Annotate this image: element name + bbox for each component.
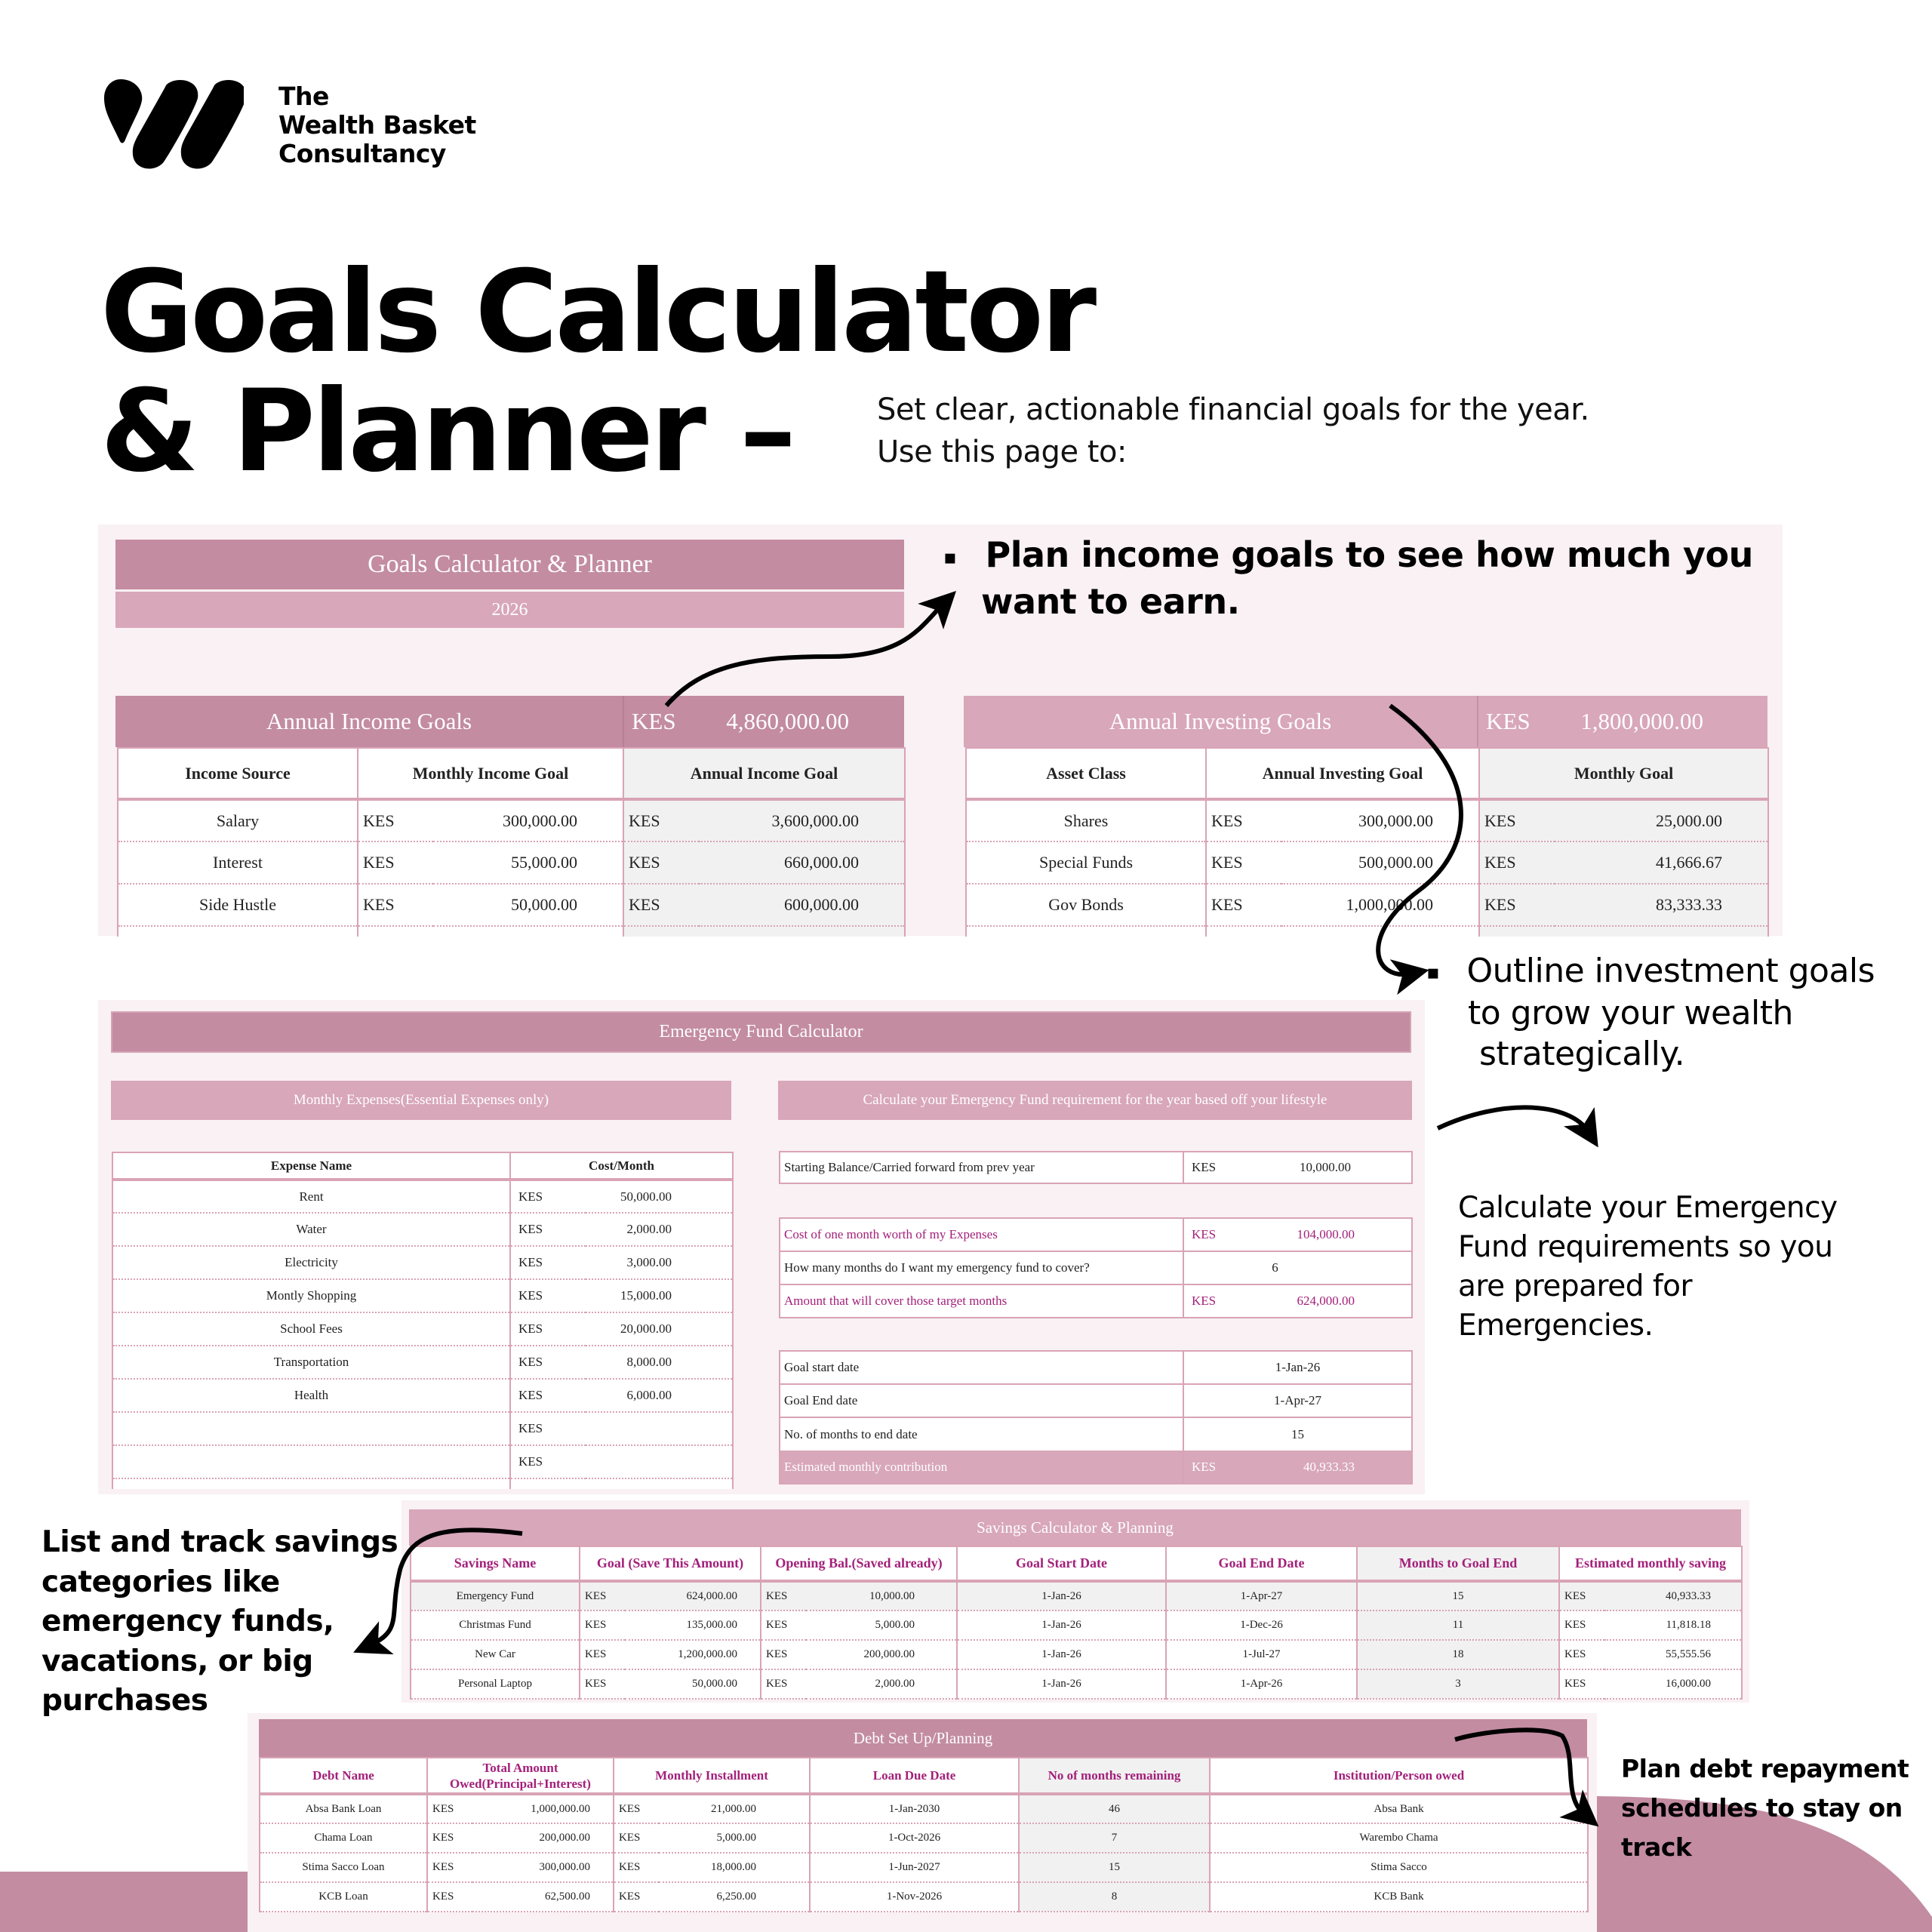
monthly-contribution-label: Estimated monthly contribution	[780, 1451, 1183, 1484]
goal-end-date[interactable]: 1-Apr-26	[1166, 1669, 1357, 1699]
column-header: Annual Income Goal	[623, 748, 905, 799]
monthly-income[interactable]: 50,000.00	[433, 884, 623, 926]
opening-balance[interactable]: 2,000.00	[806, 1669, 957, 1699]
goal-start-date[interactable]: 1-Jan-26	[957, 1611, 1166, 1640]
currency: KES	[510, 1246, 586, 1279]
currency: KES	[510, 1279, 586, 1312]
goal-start-date[interactable]: 1-Jan-26	[957, 1669, 1166, 1699]
annotation-line: are prepared for	[1458, 1269, 1692, 1303]
savings-name[interactable]: New Car	[411, 1640, 580, 1669]
currency: KES	[1479, 799, 1555, 841]
debt-name[interactable]: KCB Loan	[260, 1882, 427, 1912]
months-remaining: 8	[1019, 1882, 1210, 1912]
annotation-line: Fund requirements so you	[1458, 1230, 1833, 1264]
months-remaining: 7	[1019, 1823, 1210, 1853]
column-header: Annual Investing Goal	[1206, 748, 1479, 799]
brand-name-line: The	[278, 82, 329, 111]
income-source[interactable]: Salary	[118, 799, 358, 841]
column-header: Asset Class	[966, 748, 1206, 799]
institution[interactable]: KCB Bank	[1210, 1882, 1588, 1912]
institution[interactable]: Warembo Chama	[1210, 1823, 1588, 1853]
column-header: No of months remaining	[1019, 1758, 1210, 1794]
currency: KES	[623, 799, 699, 841]
annotation-line: List and track savings	[42, 1525, 398, 1559]
total-owed[interactable]: 300,000.00	[472, 1853, 614, 1882]
months-to-goal: 3	[1357, 1669, 1559, 1699]
income-total-currency: KES	[623, 696, 698, 747]
sheet-title: Goals Calculator & Planner	[368, 550, 652, 578]
loan-due-date[interactable]: 1-Jan-2030	[810, 1794, 1019, 1823]
savings-name[interactable]: Personal Laptop	[411, 1669, 580, 1699]
expense-cost[interactable]: 2,000.00	[586, 1213, 733, 1246]
expense-cost[interactable]: 50,000.00	[586, 1180, 733, 1213]
expense-name[interactable]: Montly Shopping	[112, 1279, 510, 1312]
target-amount-label: Amount that will cover those target months	[780, 1284, 1183, 1318]
currency: KES	[1183, 1451, 1251, 1484]
savings-goal[interactable]: 624,000.00	[625, 1581, 761, 1611]
annotation-line: schedules to stay on	[1621, 1793, 1903, 1823]
annotation-line: track	[1621, 1832, 1692, 1862]
brand-name-line: Consultancy	[278, 139, 446, 168]
opening-balance[interactable]: 10,000.00	[806, 1581, 957, 1611]
intro-line2: Use this page to:	[877, 435, 1127, 469]
start-date-input[interactable]: 1-Jan-26	[1183, 1351, 1412, 1384]
currency: KES	[510, 1213, 586, 1246]
total-owed[interactable]: 1,000,000.00	[472, 1794, 614, 1823]
column-header: Debt Name	[260, 1758, 427, 1794]
annotation-line: emergency funds,	[42, 1604, 334, 1638]
income-total-value: 4,860,000.00	[726, 708, 849, 734]
monthly-saving: 11,818.18	[1604, 1611, 1742, 1640]
currency: KES	[427, 1882, 472, 1912]
annotation-line: Calculate your Emergency	[1458, 1191, 1838, 1225]
monthly-saving: 40,933.33	[1604, 1581, 1742, 1611]
expense-name[interactable]: Water	[112, 1213, 510, 1246]
income-goals-title: Annual Income Goals	[266, 708, 472, 734]
calc-title: Calculate your Emergency Fund requirement for the year based off your lifestyle	[863, 1092, 1327, 1108]
currency: KES	[614, 1853, 659, 1882]
currency: KES	[358, 799, 433, 841]
currency: KES	[510, 1379, 586, 1412]
investing-total-value: 1,800,000.00	[1580, 708, 1703, 734]
savings-goal[interactable]: 135,000.00	[625, 1611, 761, 1640]
expense-name[interactable]: School Fees	[112, 1312, 510, 1346]
income-source[interactable]: Side Hustle	[118, 884, 358, 926]
currency: KES	[761, 1669, 806, 1699]
column-header: Goal (Save This Amount)	[580, 1546, 761, 1581]
goal-end-date[interactable]: 1-Apr-27	[1166, 1581, 1357, 1611]
months-to-goal: 11	[1357, 1611, 1559, 1640]
column-header: Monthly Installment	[614, 1758, 810, 1794]
annotation-line: Emergencies.	[1458, 1309, 1654, 1343]
expense-cost[interactable]: 3,000.00	[586, 1246, 733, 1279]
debt-name[interactable]: Absa Bank Loan	[260, 1794, 427, 1823]
currency: KES	[580, 1581, 625, 1611]
currency: KES	[1559, 1611, 1604, 1640]
currency: KES	[510, 1412, 586, 1445]
monthly-installment[interactable]: 5,000.00	[659, 1823, 810, 1853]
currency: KES	[1206, 884, 1281, 926]
goal-start-date[interactable]: 1-Jan-26	[957, 1640, 1166, 1669]
monthly-cost-value: 104,000.00	[1251, 1218, 1412, 1251]
months-cover-input[interactable]: 6	[1183, 1251, 1412, 1284]
annotation-line: categories like	[42, 1564, 280, 1599]
monthly-investing: 25,000.00	[1555, 799, 1768, 841]
monthly-saving: 16,000.00	[1604, 1669, 1742, 1699]
annual-investing[interactable]: 1,000,000.00	[1281, 884, 1479, 926]
expense-cost[interactable]: 6,000.00	[586, 1379, 733, 1412]
starting-balance-label: Starting Balance/Carried forward from prev year	[780, 1152, 1183, 1183]
asset-class[interactable]: Gov Bonds	[966, 884, 1206, 926]
total-owed[interactable]: 200,000.00	[472, 1823, 614, 1853]
currency: KES	[427, 1853, 472, 1882]
currency: KES	[623, 841, 699, 884]
monthly-installment[interactable]: 18,000.00	[659, 1853, 810, 1882]
currency: KES	[1183, 1284, 1251, 1318]
investing-total-currency: KES	[1477, 696, 1552, 747]
annotation-line: Plan debt repayment	[1621, 1754, 1909, 1783]
currency: KES	[623, 884, 699, 926]
currency: KES	[761, 1640, 806, 1669]
column-header: Total Amount Owed(Principal+Interest)	[427, 1758, 614, 1794]
debt-name[interactable]: Stima Sacco Loan	[260, 1853, 427, 1882]
currency: KES	[614, 1882, 659, 1912]
expenses-title: Monthly Expenses(Essential Expenses only)	[293, 1092, 549, 1108]
expense-name[interactable]: Rent	[112, 1180, 510, 1213]
months-remaining: 46	[1019, 1794, 1210, 1823]
months-cover-label: How many months do I want my emergency fund to cover?	[780, 1251, 1183, 1284]
months-to-goal: 18	[1357, 1640, 1559, 1669]
monthly-saving: 55,555.56	[1604, 1640, 1742, 1669]
total-owed[interactable]: 62,500.00	[472, 1882, 614, 1912]
column-header: Cost/Month	[510, 1152, 733, 1180]
annual-income: 600,000.00	[699, 884, 905, 926]
currency: KES	[1183, 1152, 1251, 1183]
monthly-income[interactable]: 55,000.00	[433, 841, 623, 884]
debt-name[interactable]: Chama Loan	[260, 1823, 427, 1853]
currency: KES	[1479, 884, 1555, 926]
monthly-investing: 41,666.67	[1555, 841, 1768, 884]
column-header: Opening Bal.(Saved already)	[761, 1546, 957, 1581]
debt-title: Debt Set Up/Planning	[853, 1728, 993, 1747]
currency: KES	[580, 1669, 625, 1699]
expense-cost[interactable]: 8,000.00	[586, 1346, 733, 1379]
sheet-year: 2026	[491, 599, 528, 620]
monthly-installment[interactable]: 21,000.00	[659, 1794, 810, 1823]
currency: KES	[358, 884, 433, 926]
currency: KES	[358, 841, 433, 884]
monthly-investing: 83,333.33	[1555, 884, 1768, 926]
currency: KES	[1559, 1581, 1604, 1611]
savings-name[interactable]: Christmas Fund	[411, 1611, 580, 1640]
column-header: Institution/Person owed	[1210, 1758, 1588, 1794]
brand-name-line: Wealth Basket	[278, 110, 476, 140]
opening-balance[interactable]: 200,000.00	[806, 1640, 957, 1669]
end-date-label: Goal End date	[780, 1384, 1183, 1417]
annual-investing[interactable]: 300,000.00	[1281, 799, 1479, 841]
currency: KES	[510, 1445, 586, 1478]
intro-line1: Set clear, actionable financial goals for the year.	[877, 392, 1589, 427]
income-source[interactable]: Interest	[118, 841, 358, 884]
column-header: Monthly Income Goal	[358, 748, 623, 799]
loan-due-date[interactable]: 1-Nov-2026	[810, 1882, 1019, 1912]
savings-goal[interactable]: 50,000.00	[625, 1669, 761, 1699]
currency: KES	[1206, 841, 1281, 884]
savings-name[interactable]: Emergency Fund	[411, 1581, 580, 1611]
column-header: Savings Name	[411, 1546, 580, 1581]
target-amount-value: 624,000.00	[1251, 1284, 1412, 1318]
column-header: Income Source	[118, 748, 358, 799]
currency: KES	[510, 1180, 586, 1213]
months-to-end-label: No. of months to end date	[780, 1417, 1183, 1451]
goal-end-date[interactable]: 1-Jul-27	[1166, 1640, 1357, 1669]
investing-goals-title: Annual Investing Goals	[1109, 708, 1332, 734]
emergency-fund-title: Emergency Fund Calculator	[659, 1022, 863, 1041]
end-date-input[interactable]: 1-Apr-27	[1183, 1384, 1412, 1417]
annotation-line: strategically.	[1479, 1035, 1685, 1073]
start-date-label: Goal start date	[780, 1351, 1183, 1384]
annotation-line: vacations, or big	[42, 1644, 313, 1678]
annotation-line: Plan income goals to see how much you	[985, 534, 1753, 575]
expense-cost[interactable]: 15,000.00	[586, 1279, 733, 1312]
currency: KES	[1479, 841, 1555, 884]
savings-goal[interactable]: 1,200,000.00	[625, 1640, 761, 1669]
annual-investing[interactable]: 500,000.00	[1281, 841, 1479, 884]
annotation-line: to grow your wealth	[1468, 994, 1793, 1032]
starting-balance-value[interactable]: 10,000.00	[1251, 1152, 1412, 1183]
monthly-contribution-value: 40,933.33	[1251, 1451, 1412, 1484]
asset-class[interactable]: Shares	[966, 799, 1206, 841]
currency: KES	[1183, 1218, 1251, 1251]
expense-cost[interactable]: 20,000.00	[586, 1312, 733, 1346]
currency: KES	[614, 1794, 659, 1823]
currency: KES	[427, 1823, 472, 1853]
monthly-installment[interactable]: 6,250.00	[659, 1882, 810, 1912]
currency: KES	[580, 1640, 625, 1669]
loan-due-date[interactable]: 1-Jun-2027	[810, 1853, 1019, 1882]
months-remaining: 15	[1019, 1853, 1210, 1882]
annual-income: 660,000.00	[699, 841, 905, 884]
currency: KES	[761, 1611, 806, 1640]
column-header: Goal Start Date	[957, 1546, 1166, 1581]
currency: KES	[510, 1346, 586, 1379]
currency: KES	[1206, 799, 1281, 841]
page-title-line2: & Planner –	[100, 366, 794, 497]
monthly-cost-label: Cost of one month worth of my Expenses	[780, 1218, 1183, 1251]
goal-end-date[interactable]: 1-Dec-26	[1166, 1611, 1357, 1640]
column-header: Monthly Goal	[1479, 748, 1768, 799]
months-to-end-value: 15	[1183, 1417, 1412, 1451]
currency: KES	[510, 1312, 586, 1346]
currency: KES	[1559, 1669, 1604, 1699]
institution[interactable]: Absa Bank	[1210, 1794, 1588, 1823]
column-header: Expense Name	[112, 1152, 510, 1180]
annotation-line: Outline investment goals	[1466, 952, 1875, 990]
column-header: Months to Goal End	[1357, 1546, 1559, 1581]
currency: KES	[614, 1823, 659, 1853]
annotation-line: purchases	[42, 1684, 208, 1718]
institution[interactable]: Stima Sacco	[1210, 1853, 1588, 1882]
monthly-income[interactable]: 300,000.00	[433, 799, 623, 841]
months-to-goal: 15	[1357, 1581, 1559, 1611]
currency: KES	[580, 1611, 625, 1640]
expense-name[interactable]: Transportation	[112, 1346, 510, 1379]
annual-income: 3,600,000.00	[699, 799, 905, 841]
expense-name[interactable]: Electricity	[112, 1246, 510, 1279]
page-title-line1: Goals Calculator	[100, 247, 1094, 378]
currency: KES	[1559, 1640, 1604, 1669]
column-header: Goal End Date	[1166, 1546, 1357, 1581]
savings-title: Savings Calculator & Planning	[977, 1518, 1174, 1537]
expense-name[interactable]: Health	[112, 1379, 510, 1412]
opening-balance[interactable]: 5,000.00	[806, 1611, 957, 1640]
column-header: Estimated monthly saving	[1559, 1546, 1742, 1581]
currency: KES	[761, 1581, 806, 1611]
column-header: Loan Due Date	[810, 1758, 1019, 1794]
currency: KES	[427, 1794, 472, 1823]
annotation-line: want to earn.	[981, 580, 1240, 622]
asset-class[interactable]: Special Funds	[966, 841, 1206, 884]
loan-due-date[interactable]: 1-Oct-2026	[810, 1823, 1019, 1853]
goal-start-date[interactable]: 1-Jan-26	[957, 1581, 1166, 1611]
